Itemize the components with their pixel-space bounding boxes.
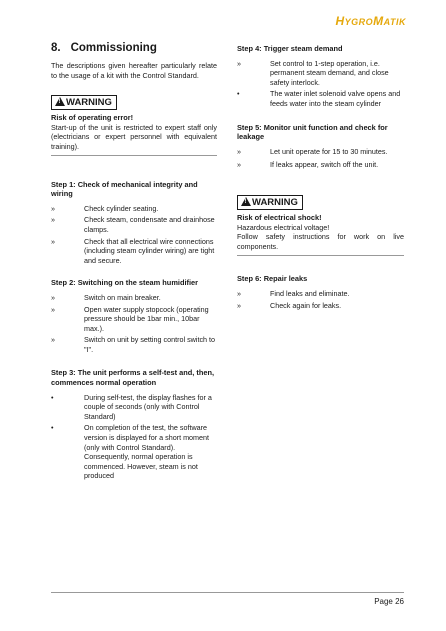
step4-title: Step 4: Trigger steam demand bbox=[237, 44, 343, 53]
step1-list bbox=[51, 204, 217, 266]
list-item: • On completion of the test, the software version is displayed for a short moment (only with Control Standard). Consequently, normal operation is commenced. However, steam is not produced bbox=[51, 423, 210, 481]
list-item: • The water inlet solenoid valve opens and feeds water into the steam cylinder bbox=[237, 89, 401, 108]
list-item: » Open water supply stopcock (operating pressure should be 1bar min., 10bar max.). bbox=[51, 304, 209, 333]
list-item: » Set control to 1-step operation, i.e. permanent steam demand, and close safety interlock. bbox=[237, 58, 389, 87]
warning-triangle-icon bbox=[55, 97, 65, 106]
step2-title: Step 2: Switching on the steam humidifier bbox=[51, 278, 199, 288]
step5-title: Step 5: Monitor unit function and check for leakage bbox=[237, 122, 388, 142]
warning-title: Risk of electrical shock! bbox=[237, 212, 322, 222]
intro-paragraph: The descriptions given hereafter particularly relate to the usage of a kit with the Control Standard. bbox=[51, 61, 217, 80]
list-item: » Check steam, condensate and drainhose clamps. bbox=[51, 215, 215, 234]
brand-logo: HYGROMATIK bbox=[335, 14, 406, 28]
warning-title: Risk of operating error! bbox=[51, 113, 134, 123]
step6-list bbox=[237, 289, 404, 310]
right-column bbox=[237, 42, 404, 310]
step6-title: Step 6: Repair leaks bbox=[237, 274, 308, 284]
list-item: » Check cylinder seating. bbox=[51, 203, 159, 213]
section-heading: 8. Commissioning bbox=[51, 42, 157, 54]
list-item: » Check again for leaks. bbox=[237, 300, 342, 310]
footer-divider bbox=[51, 592, 404, 593]
warning-triangle-icon bbox=[241, 197, 251, 206]
step3-list bbox=[51, 393, 217, 481]
list-item: » Switch on unit by setting control switch to "I". bbox=[51, 335, 216, 354]
step3-title: Step 3: The unit performs a self-test and, then, commences normal operation bbox=[51, 368, 215, 388]
warning-text: Hazardous electrical voltage! bbox=[237, 222, 330, 232]
step5-list bbox=[237, 147, 404, 170]
warning-text: Start-up of the unit is restricted to expert staff only (electricians or expert personnel with equivalent training). bbox=[51, 122, 217, 151]
list-item: » Let unit operate for 15 to 30 minutes. bbox=[237, 146, 388, 156]
page-number: Page 26 bbox=[374, 597, 404, 606]
list-item: » Find leaks and eliminate. bbox=[237, 288, 350, 298]
step1-title: Step 1: Check of mechanical integrity and wiring bbox=[51, 179, 198, 199]
list-item: » Check that all electrical wire connections (including steam cylinder wiring) are tight and secure. bbox=[51, 236, 215, 265]
warning-badge: !WARNING bbox=[51, 95, 117, 110]
step2-list bbox=[51, 293, 217, 355]
list-item: • During self-test, the display flashes for a couple of seconds (only with Control Standard) bbox=[51, 392, 212, 421]
left-column bbox=[51, 42, 217, 481]
list-item: » Switch on main breaker. bbox=[51, 292, 161, 302]
warning-text: Follow safety instructions for work on live components. bbox=[237, 232, 404, 251]
list-item: » If leaks appear, switch off the unit. bbox=[237, 160, 379, 170]
warning-badge: !WARNING bbox=[237, 195, 303, 210]
step4-list bbox=[237, 59, 404, 109]
